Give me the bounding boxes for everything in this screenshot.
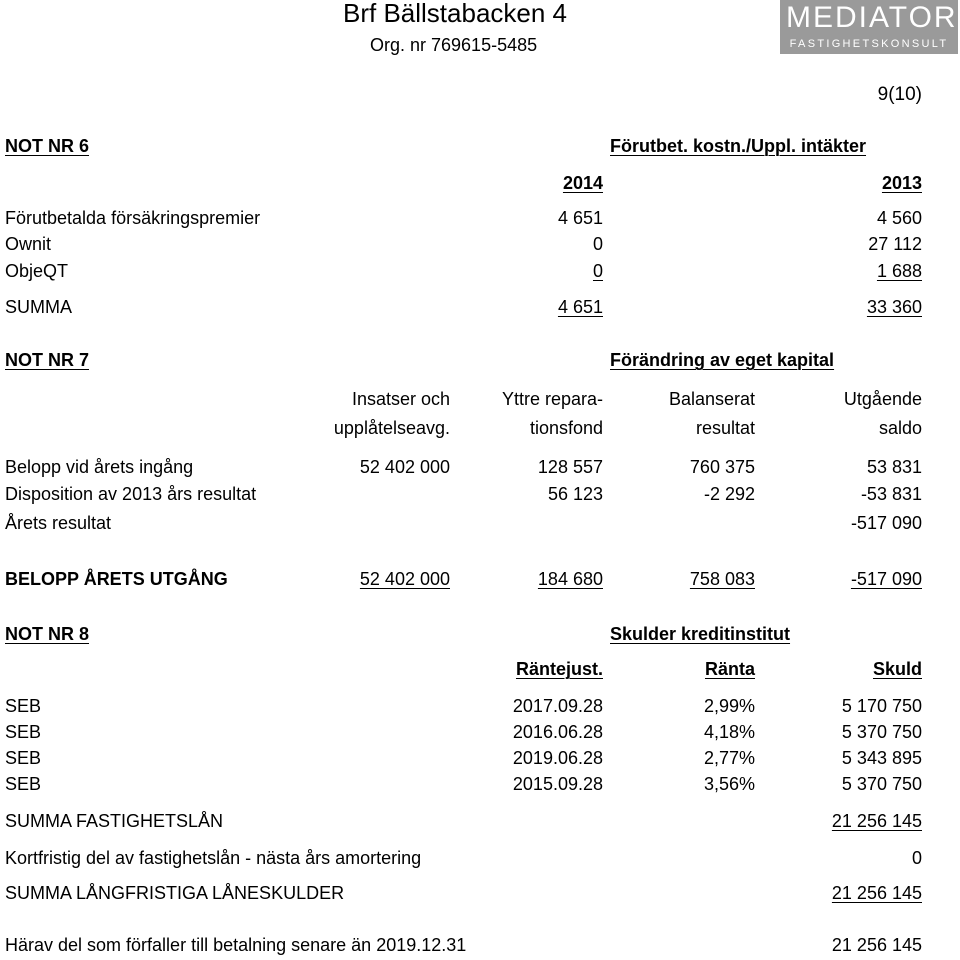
note6-col-2014: 2014 bbox=[562, 173, 603, 193]
note6-row-label: Ownit bbox=[5, 234, 52, 254]
note6-row-2013: 1 688 bbox=[876, 261, 922, 281]
note8-title: Skulder kreditinstitut bbox=[610, 624, 791, 644]
logo-main-text: MEDIATOR bbox=[786, 1, 958, 34]
note7-col-header: Insatser och bbox=[351, 389, 450, 409]
note7-row-label: Belopp vid årets ingång bbox=[5, 457, 194, 477]
organization-number: Org. nr 769615-5485 bbox=[370, 35, 538, 55]
note7-cell: 53 831 bbox=[866, 457, 922, 477]
sum-loans-label: SUMMA FASTIGHETSLÅN bbox=[5, 811, 224, 831]
note7-col-header: Utgående bbox=[843, 389, 922, 409]
note8-col-skuld: Skuld bbox=[872, 659, 922, 679]
loan-debt: 5 370 750 bbox=[841, 774, 922, 794]
loan-date: 2019.06.28 bbox=[512, 748, 603, 768]
note6-row-label: Förutbetalda försäkringspremier bbox=[5, 208, 261, 228]
note7-heading: NOT NR 7 bbox=[5, 350, 90, 370]
note7-cell: -2 292 bbox=[703, 484, 755, 504]
loan-rate: 3,56% bbox=[703, 774, 755, 794]
note6-sum-2014: 4 651 bbox=[557, 297, 603, 317]
due-after-label: Härav del som förfaller till betalning senare än 2019.12.31 bbox=[5, 935, 467, 955]
note6-row-2013: 4 560 bbox=[876, 208, 922, 228]
mediator-logo bbox=[780, 0, 958, 54]
loan-debt: 5 343 895 bbox=[841, 748, 922, 768]
note7-col-header: resultat bbox=[695, 418, 755, 438]
note7-col-header: Yttre repara- bbox=[501, 389, 603, 409]
long-term-label: SUMMA LÅNGFRISTIGA LÅNESKULDER bbox=[5, 883, 345, 903]
note6-row-2014: 0 bbox=[592, 261, 603, 281]
note7-title: Förändring av eget kapital bbox=[610, 350, 835, 370]
loan-date: 2016.06.28 bbox=[512, 722, 603, 742]
loan-lender: SEB bbox=[5, 774, 42, 794]
note6-col-2013: 2013 bbox=[881, 173, 922, 193]
logo-sub-text: FASTIGHETSKONSULT bbox=[789, 38, 949, 50]
note8-heading: NOT NR 8 bbox=[5, 624, 90, 644]
loan-lender: SEB bbox=[5, 748, 42, 768]
note7-cell: 52 402 000 bbox=[359, 457, 450, 477]
note7-cell: 128 557 bbox=[537, 457, 603, 477]
note8-col-ranta: Ränta bbox=[704, 659, 755, 679]
note6-sum-2013: 33 360 bbox=[866, 297, 922, 317]
note7-total-cell: 52 402 000 bbox=[359, 569, 450, 589]
note6-title: Förutbet. kostn./Uppl. intäkter bbox=[610, 136, 867, 156]
note7-col-header: Balanserat bbox=[668, 389, 755, 409]
note6-row-2013: 27 112 bbox=[868, 234, 922, 254]
note7-col-header: upplåtelseavg. bbox=[333, 418, 450, 438]
due-after-value: 21 256 145 bbox=[831, 935, 922, 955]
loan-date: 2015.09.28 bbox=[512, 774, 603, 794]
short-term-label: Kortfristig del av fastighetslån - nästa års amortering bbox=[5, 848, 422, 868]
note6-sum-label: SUMMA bbox=[5, 297, 72, 317]
note7-row-label: Årets resultat bbox=[5, 513, 112, 533]
loan-debt: 5 170 750 bbox=[841, 696, 922, 716]
note6-heading: NOT NR 6 bbox=[5, 136, 90, 156]
note7-total-cell: 758 083 bbox=[689, 569, 755, 589]
loan-lender: SEB bbox=[5, 696, 42, 716]
note7-cell: -53 831 bbox=[860, 484, 922, 504]
page-number: 9(10) bbox=[877, 84, 922, 105]
note7-total-cell: 184 680 bbox=[537, 569, 603, 589]
note6-row-2014: 0 bbox=[592, 234, 603, 254]
short-term-value: 0 bbox=[911, 848, 922, 868]
note7-cell: 56 123 bbox=[547, 484, 603, 504]
loan-rate: 4,18% bbox=[703, 722, 755, 742]
note6-row-label: ObjeQT bbox=[5, 261, 69, 281]
note7-total-label: BELOPP ÅRETS UTGÅNG bbox=[5, 569, 228, 589]
note7-col-header: saldo bbox=[878, 418, 922, 438]
note7-col-header: tionsfond bbox=[529, 418, 603, 438]
loan-rate: 2,99% bbox=[703, 696, 755, 716]
loan-rate: 2,77% bbox=[703, 748, 755, 768]
long-term-value: 21 256 145 bbox=[831, 883, 922, 903]
loan-date: 2017.09.28 bbox=[512, 696, 603, 716]
note6-row-2014: 4 651 bbox=[557, 208, 603, 228]
sum-loans-value: 21 256 145 bbox=[831, 811, 922, 831]
note7-row-label: Disposition av 2013 års resultat bbox=[5, 484, 257, 504]
note7-cell: 760 375 bbox=[689, 457, 755, 477]
note7-total-cell: -517 090 bbox=[850, 569, 922, 589]
loan-debt: 5 370 750 bbox=[841, 722, 922, 742]
loan-lender: SEB bbox=[5, 722, 42, 742]
association-name: Brf Bällstabacken 4 bbox=[343, 0, 568, 28]
note7-cell: -517 090 bbox=[850, 513, 922, 533]
note8-col-rantejust: Räntejust. bbox=[515, 659, 603, 679]
